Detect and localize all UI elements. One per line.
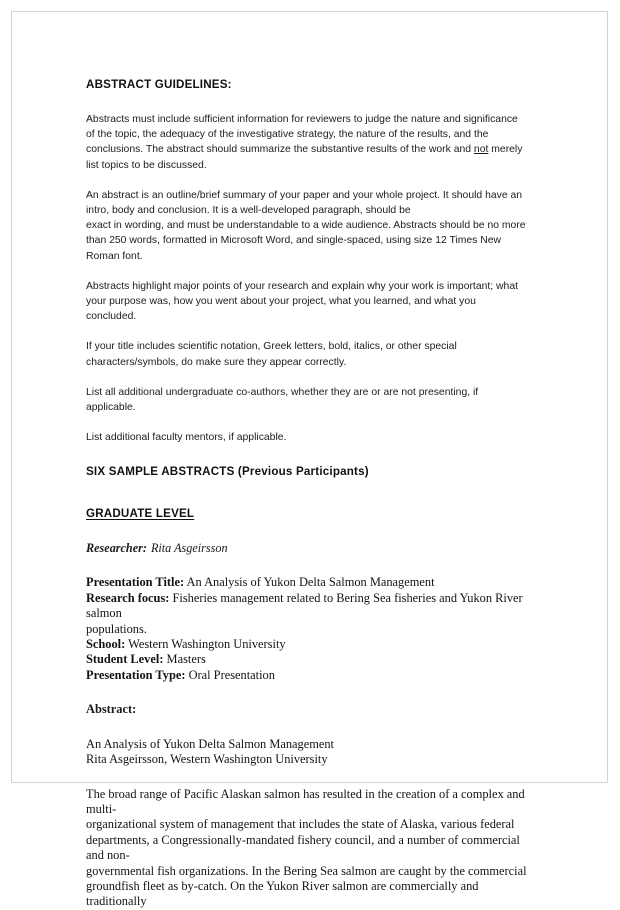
guidelines-paragraph-4 xyxy=(86,339,538,369)
paragraph-line: applicable. xyxy=(86,402,136,414)
paragraph-line: your purpose was, how you went about your project, what you learned, and what you xyxy=(86,296,476,308)
guidelines-paragraph-5 xyxy=(86,385,538,415)
graduate-level-heading: GRADUATE LEVEL xyxy=(86,507,195,521)
presentation-title-label: Presentation Title: xyxy=(86,575,185,590)
abstract-body-line: departments, a Congressionally-mandated fishery council, and a number of commercial and non- xyxy=(86,832,520,863)
abstract-titleblock xyxy=(86,737,538,768)
abstract-body-line: organizational system of management that includes the state of Alaska, various federal xyxy=(86,817,515,832)
abstract-title: An Analysis of Yukon Delta Salmon Management xyxy=(86,736,335,751)
guidelines-paragraph-2 xyxy=(86,188,538,264)
paragraph-line xyxy=(86,142,538,157)
presentation-type-value: Oral Presentation xyxy=(185,667,275,682)
paragraph-line: exact in wording, and must be understandable to a wide audience. Abstracts should be no more xyxy=(86,220,526,232)
abstract-guidelines-heading: ABSTRACT GUIDELINES: xyxy=(86,78,232,91)
researcher-label: Researcher: xyxy=(86,541,147,556)
abstract-label: Abstract: xyxy=(86,702,137,717)
paragraph-line: List all additional undergraduate co-authors, whether they are or are not presenting, if xyxy=(86,386,479,398)
abstract-body-line: governmental fish organizations. In the Bering Sea salmon are caught by the commercial xyxy=(86,863,527,878)
paragraph-line: list topics to be discussed. xyxy=(86,159,207,171)
school-label: School: xyxy=(86,637,126,652)
abstract-author: Rita Asgeirsson, Western Washington University xyxy=(86,752,328,767)
spacer xyxy=(86,445,538,464)
paragraph-line: Abstracts must include sufficient information for reviewers to judge the nature and significance xyxy=(86,114,518,125)
spacer xyxy=(86,480,538,504)
abstract-body-line: groundfish fleet as by-catch. On the Yukon River salmon are commercially and traditionally xyxy=(86,878,479,909)
paragraph-line: Roman font. xyxy=(86,250,143,262)
presentation-title-row xyxy=(86,575,538,590)
paragraph-line: concluded. xyxy=(86,311,137,323)
paragraph-line-text: conclusions. The abstract should summarize the substantive results of the work and xyxy=(86,144,474,156)
guidelines-paragraph-1 xyxy=(86,112,538,173)
student-level-value: Masters xyxy=(163,652,206,667)
spacer xyxy=(86,173,538,188)
paragraph-line: than 250 words, formatted in Microsoft Word, and single-spaced, using size 12 Times New xyxy=(86,235,502,247)
document-content xyxy=(86,77,538,910)
guidelines-paragraph-3 xyxy=(86,279,538,325)
spacer xyxy=(86,93,538,112)
student-level-row xyxy=(86,652,538,667)
paragraph-line: characters/symbols, do make sure they appear correctly. xyxy=(86,356,347,368)
document-page xyxy=(11,11,608,909)
research-focus-continuation: populations. xyxy=(86,621,147,636)
research-focus-row xyxy=(86,591,538,622)
six-sample-abstracts-heading: SIX SAMPLE ABSTRACTS (Previous Participants) xyxy=(86,465,369,479)
paragraph-line: Abstracts highlight major points of your research and explain why your work is important; what xyxy=(86,280,518,292)
abstract-body-line: The broad range of Pacific Alaskan salmon has resulted in the creation of a complex and multi- xyxy=(86,786,525,816)
paragraph-line: intro, body and conclusion. It is a well-developed paragraph, should be xyxy=(86,205,411,217)
paragraph-line: An abstract is an outline/brief summary of your paper and your whole project. It should have an xyxy=(86,189,523,201)
spacer xyxy=(86,522,538,541)
student-level-label: Student Level: xyxy=(86,652,164,667)
research-focus-label: Research focus: xyxy=(86,590,170,605)
abstract-body xyxy=(86,787,538,910)
spacer xyxy=(86,768,538,787)
researcher-name: Rita Asgeirsson xyxy=(150,541,228,556)
paragraph-line: List additional faculty mentors, if applicable. xyxy=(86,432,287,444)
spacer xyxy=(86,683,538,702)
paragraph-line: If your title includes scientific notation, Greek letters, bold, italics, or other special xyxy=(86,341,457,353)
spacer xyxy=(86,718,538,737)
spacer xyxy=(86,264,538,279)
presentation-type-label: Presentation Type: xyxy=(86,667,186,682)
paragraph-line: of the topic, the adequacy of the investigative strategy, the nature of the results, and the xyxy=(86,129,489,141)
paragraph-line-text: merely xyxy=(488,144,523,156)
presentation-metadata xyxy=(86,575,538,683)
spacer xyxy=(86,556,538,575)
guidelines-paragraph-6 xyxy=(86,430,538,445)
presentation-title-value: An Analysis of Yukon Delta Salmon Management xyxy=(184,575,435,590)
school-value: Western Washington University xyxy=(125,637,286,652)
spacer xyxy=(86,370,538,385)
research-focus-value: Fisheries management related to Bering Sea fisheries and Yukon River salmon xyxy=(86,590,523,621)
researcher-line xyxy=(86,541,538,556)
presentation-type-row xyxy=(86,668,538,683)
emphasis-not: not xyxy=(473,144,489,156)
spacer xyxy=(86,324,538,339)
school-row xyxy=(86,637,538,652)
spacer xyxy=(86,415,538,430)
